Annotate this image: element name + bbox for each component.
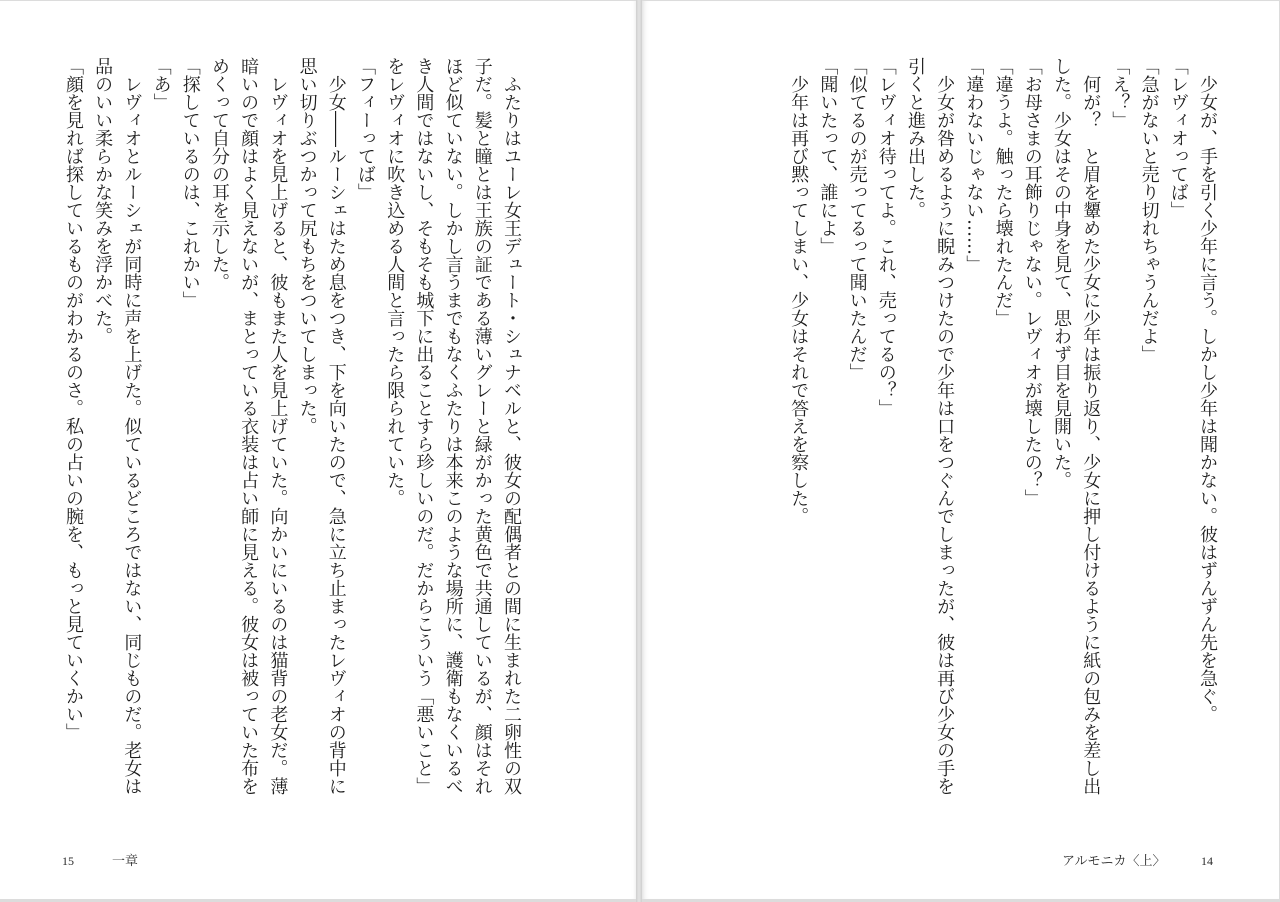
text-column: 「探しているのは、これかい」 <box>179 57 201 309</box>
text-column: 引くと進み出した。 <box>904 57 926 219</box>
running-head: 一章 <box>112 853 139 868</box>
page-number: 15 <box>62 854 74 868</box>
text-column: 「お母さまの耳飾りじゃない。レヴィオが壊したの？」 <box>1021 57 1043 507</box>
text-column: 少女――ルーシェはため息をつき、下を向いたので、急に立ち止まったレヴィオの背中に <box>325 75 347 795</box>
left-page <box>0 1 636 899</box>
text-column: 「急がないと売り切れちゃうんだよ」 <box>1138 57 1160 363</box>
text-column: 「え？」 <box>1109 57 1131 129</box>
text-column: 品のいい柔らかな笑みを浮かべた。 <box>92 57 114 345</box>
text-column: 暗いので顔はよく見えないが、まとっている衣装は占い師に見える。彼女は被っていた布を <box>238 57 260 795</box>
page-number: 14 <box>1201 854 1213 868</box>
body-text <box>784 57 1222 817</box>
text-column: 「あ」 <box>150 57 172 111</box>
text-column: めくって自分の耳を示した。 <box>208 57 230 291</box>
text-column: 「フィーってば」 <box>354 57 376 201</box>
text-column: 「レヴィオ待ってよ。これ、売ってるの？」 <box>875 57 897 417</box>
text-column: した。少女はその中身を見て、思わず目を見開いた。 <box>1050 57 1072 489</box>
text-column: 「顔を見れば探しているものがわかるのさ。私の占いの腕を、もっと見ていくかい」 <box>62 57 84 741</box>
text-column: 「違うよ。触ったら壊れたんだ」 <box>992 57 1014 327</box>
text-column: 「似てるのが売ってるって聞いたんだ」 <box>846 57 868 381</box>
text-column: レヴィオとルーシェが同時に声を上げた。似ているどころではない、同じものだ。老女は <box>121 75 143 795</box>
text-column: ふたりはユーレ女王デュート・シュナベルと、彼女の配偶者との間に生まれた二卵性の双 <box>501 75 522 795</box>
running-head: アルモニカ〈上〉 <box>1062 853 1166 868</box>
text-column: 思い切りぶつかって尻もちをついてしまった。 <box>296 57 318 435</box>
text-column: をレヴィオに吹き込める人間と言ったら限られていた。 <box>384 57 406 507</box>
text-column: 何が？ と眉を顰めた少女に少年は振り返り、少女に押し付けるように紙の包みを差し出 <box>1080 75 1102 795</box>
text-column: レヴィオを見上げると、彼もまた人を見上げていた。向かいにいるのは猫背の老女だ。薄 <box>267 75 289 795</box>
text-column: 少年は再び黙ってしまい、少女はそれで答えを察した。 <box>788 75 810 525</box>
text-column: 子だ。髪と瞳とは王族の証である薄いグレーと緑がかった黄色で共通しているが、顔はそれ <box>471 57 493 795</box>
text-column: 少女が、手を引く少年に言う。しかし少年は聞かない。彼はずんずん先を急ぐ。 <box>1197 75 1218 723</box>
text-column: 「レヴィオってば」 <box>1167 57 1189 219</box>
right-page <box>642 1 1279 899</box>
text-column: 「違わないじゃない……」 <box>963 57 985 273</box>
text-column: ほど似ていない。しかし言うまでもなくふたりは本来このような場所に、護衛もなくいるべ <box>442 57 464 795</box>
text-column: 少女が咎めるように睨みつけたので少年は口をつぐんでしまったが、彼は再び少女の手を <box>934 75 956 795</box>
text-column: 「聞いたって、誰によ」 <box>817 57 839 255</box>
body-text <box>59 57 526 817</box>
text-column: き人間ではないし、そもそも城下に出ることすら珍しいのだ。だからこういう「悪いこと」 <box>413 57 435 795</box>
